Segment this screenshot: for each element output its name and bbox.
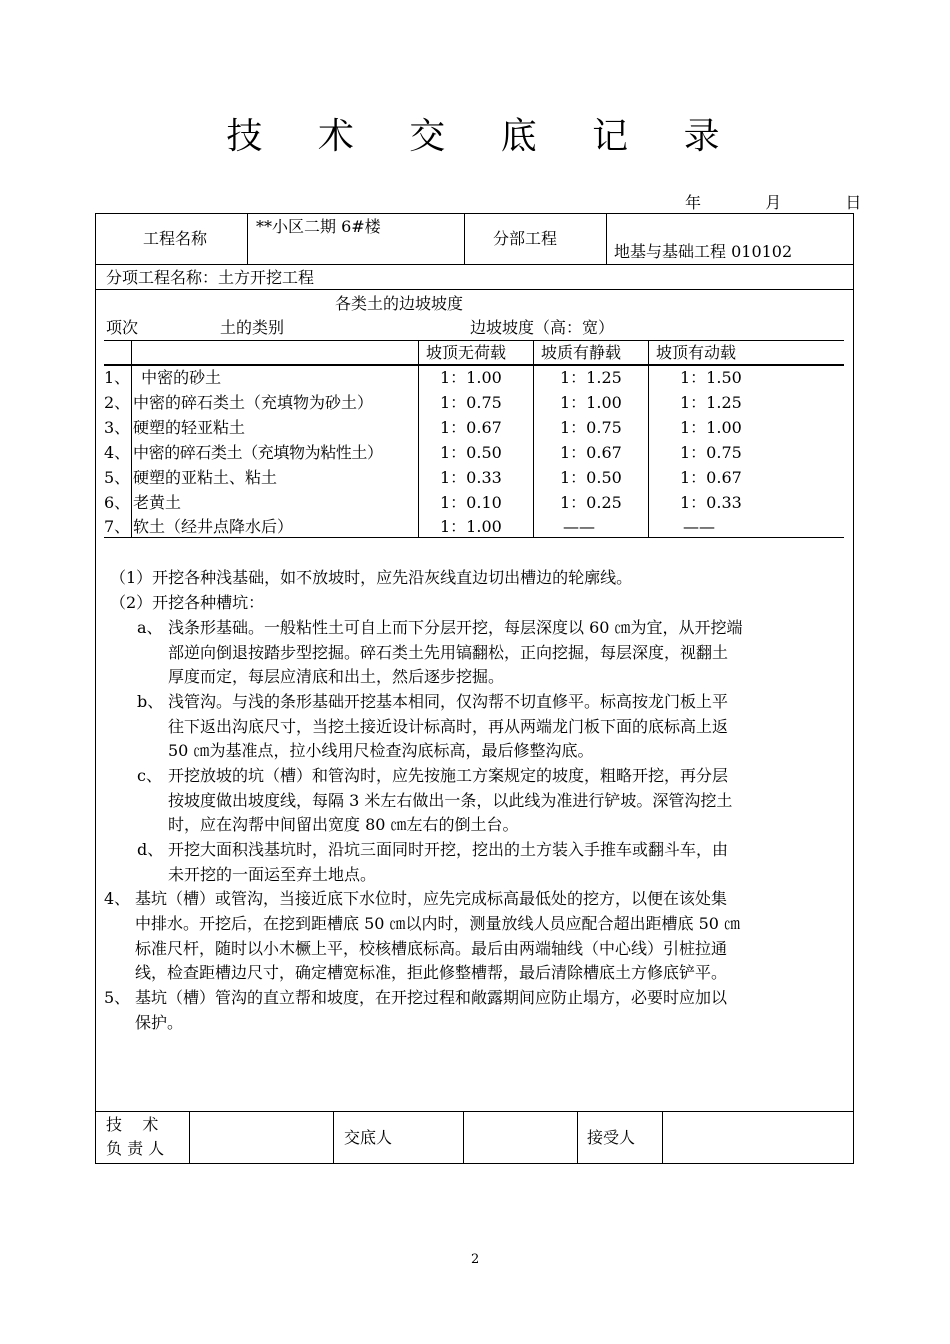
division-label: 分部工程 [493,229,558,248]
table-row-dynamic-load: 1：1.25 [680,393,742,412]
table-row-soil: 硬塑的轻亚粘土 [133,418,246,437]
table-row-soil: 中密的碎石类土（充填物为粘性土） [133,443,383,462]
table-row-static-load: 1：1.25 [560,368,622,387]
table-row-no-load: 1：0.67 [440,418,502,437]
item-b-marker: b、 [137,692,164,711]
item-a-line: 浅条形基础。一般粘性土可自上而下分层开挖，每层深度以 60 ㎝为宜，从开挖端 [168,618,743,637]
table-row-dynamic-load: —— [683,517,715,536]
tech-lead-label-2: 负 责 人 [106,1139,165,1158]
item-c-line: 开挖放坡的坑（槽）和管沟时，应先按施工方案规定的坡度，粗略开挖，再分层 [168,766,729,785]
item-5-line: 保护。 [135,1013,184,1032]
item-b-line: 50 ㎝为基准点，拉小线用尺检查沟底标高，最后修整沟底。 [168,741,594,760]
item-4-line: 中排水。开挖后，在挖到距槽底 50 ㎝以内时，测量放线人员应配合超出距槽底 50 ㎝ [135,914,741,933]
table-row-static-load: 1：0.67 [560,443,622,462]
table-row-index: 4、 [104,443,131,462]
col-soil-header: 土的类别 [220,318,285,337]
subcol-dynamic-load: 坡顶有动载 [656,343,737,362]
table-row-dynamic-load: 1：1.50 [680,368,742,387]
table-row-index: 3、 [104,418,131,437]
tech-lead-field[interactable] [192,1114,330,1160]
table-row-index: 5、 [104,468,131,487]
table-row-no-load: 1：0.75 [440,393,502,412]
item-d-line: 未开挖的一面运至弃土地点。 [168,865,377,884]
table-row-index: 2、 [104,393,131,412]
item-5-marker: 5、 [104,988,131,1007]
item-4-line: 线，检查距槽边尺寸，确定槽宽标准，拒此修整槽帮，最后清除槽底土方修底铲平。 [135,963,728,982]
table-row-static-load: 1：0.75 [560,418,622,437]
table-row-soil: 老黄土 [133,493,182,512]
item-c-line: 时，应在沟帮中间留出宽度 80 ㎝左右的倒土台。 [168,815,519,834]
receiver-label: 接受人 [587,1128,636,1147]
date-day: 日 [845,193,862,212]
table-row-soil: 中密的砂土 [136,368,222,387]
item-5-line: 基坑（槽）管沟的直立帮和坡度，在开挖过程和敞露期间应防止塌方，必要时应加以 [135,988,728,1007]
table-row-index: 1、 [104,368,131,387]
handover-field[interactable] [466,1114,574,1160]
table-row-static-load: 1：1.00 [560,393,622,412]
table-row-no-load: 1：0.50 [440,443,502,462]
table-row-dynamic-load: 1：0.33 [680,493,742,512]
item-b-line: 浅管沟。与浅的条形基础开挖基本相同，仅沟帮不切直修平。标高按龙门板上平 [168,692,729,711]
col-index-header: 项次 [106,318,139,337]
table-row-no-load: 1：1.00 [440,517,502,536]
table-row-index: 7、 [104,517,131,536]
table-row-no-load: 1：1.00 [440,368,502,387]
page-title: 技 术 交 底 记 录 [226,116,742,157]
item-4-line: 基坑（槽）或管沟，当接近底下水位时，应先完成标高最低处的挖方，以便在该处集 [135,889,728,908]
receiver-field[interactable] [665,1114,850,1160]
division-value: 地基与基础工程 010102 [614,242,793,261]
item-b-line: 往下返出沟底尺寸，当挖土接近设计标高时，再从两端龙门板下面的底标高上返 [168,717,729,736]
table-row-index: 6、 [104,493,131,512]
page-number: 2 [471,1252,480,1267]
subitem-name: 分项工程名称：土方开挖工程 [106,268,315,287]
table-row-static-load: 1：0.25 [560,493,622,512]
paragraph-1: （1）开挖各种浅基础，如不放坡时，应先沿灰线直边切出槽边的轮廓线。 [110,568,633,587]
table-row-static-load: —— [563,517,595,536]
project-name-value: **小区二期 6#楼 [256,217,381,236]
col-slope-header: 边坡坡度（高：宽） [470,318,615,337]
table-row-soil: 硬塑的亚粘土、粘土 [133,468,278,487]
item-c-line: 按坡度做出坡度线，每隔 3 米左右做出一条，以此线为准进行铲坡。深管沟挖土 [168,791,733,810]
item-a-marker: a、 [137,618,163,637]
table-row-static-load: 1：0.50 [560,468,622,487]
project-name-label: 工程名称 [143,229,208,248]
slope-table-caption: 各类土的边坡坡度 [335,294,464,313]
item-4-line: 标准尺杆，随时以小木橛上平，校核槽底标高。最后由两端轴线（中心线）引桩拉通 [135,939,728,958]
subcol-no-load: 坡顶无荷载 [426,343,507,362]
table-row-no-load: 1：0.10 [440,493,502,512]
tech-lead-label: 技 术 [106,1115,159,1134]
item-d-marker: d、 [137,840,164,859]
item-a-line: 厚度而定，每层应清底和出土，然后逐步挖掘。 [168,667,505,686]
subcol-static-load: 坡质有静载 [541,343,622,362]
table-row-soil: 软土（经井点降水后） [133,517,294,536]
item-d-line: 开挖大面积浅基坑时，沿坑三面同时开挖，挖出的土方装入手推车或翻斗车，由 [168,840,729,859]
item-4-marker: 4、 [104,889,131,908]
item-c-marker: c、 [137,766,162,785]
item-a-line: 部逆向倒退按踏步型挖掘。碎石类土先用镐翻松，正向挖掘，每层深度，视翻土 [168,643,729,662]
table-row-dynamic-load: 1：0.67 [680,468,742,487]
table-row-no-load: 1：0.33 [440,468,502,487]
table-row-soil: 中密的碎石类土（充填物为砂土） [133,393,374,412]
handover-label: 交底人 [344,1128,393,1147]
date-month: 月 [765,193,782,212]
date-year: 年 [685,193,702,212]
date-line [685,190,861,213]
table-row-dynamic-load: 1：0.75 [680,443,742,462]
paragraph-2: （2）开挖各种槽坑： [110,593,265,612]
table-row-dynamic-load: 1：1.00 [680,418,742,437]
